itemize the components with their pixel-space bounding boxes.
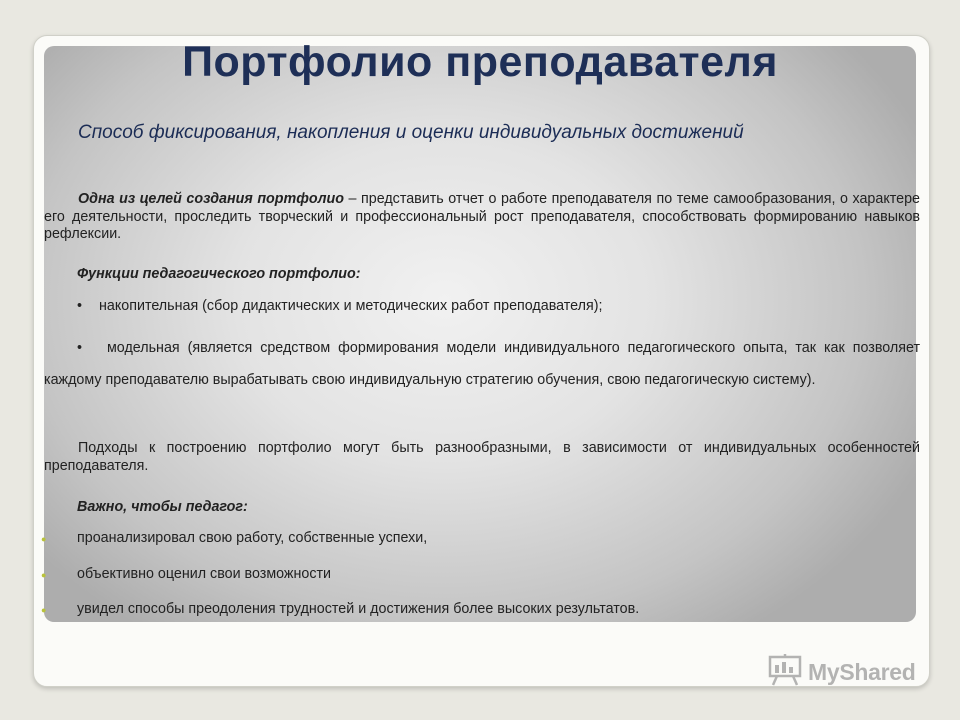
function-item-text: модельная (является средством формирования модели индивидуального педагогического опыта, так как позволяет каждому преподавателю вырабатывать свою индивидуальную стратегию обучения, свою педагогическую систему). (44, 340, 920, 388)
bullet-marker: • (77, 298, 83, 314)
important-heading: Важно, чтобы педагог: (77, 499, 248, 515)
important-item-text: проанализировал свою работу, собственные успехи, (77, 530, 428, 546)
function-item-text: накопительная (сбор дидактических и методических работ преподавателя); (99, 298, 603, 314)
important-item-text: объективно оценил свои возможности (77, 566, 332, 582)
function-item-model (44, 333, 920, 396)
item-marker: ● (41, 534, 47, 544)
watermark (768, 654, 916, 690)
intro-bold: Одна из целей создания портфолио (78, 191, 344, 207)
intro-paragraph (44, 191, 920, 244)
bullet-marker: • (77, 340, 83, 356)
important-item-text: увидел способы преодоления трудностей и достижения более высоких результатов. (77, 601, 640, 617)
slide-subtitle: Способ фиксирования, накопления и оценки индивидуальных достижений (78, 122, 744, 143)
intro-text: – представить отчет о работе преподавателя по теме самообразования, о характере его деятельности, проследить творческий и профессиональный рост преподавателя, способствовать формированию навыков рефлексии. (44, 191, 920, 243)
item-marker: ● (41, 605, 47, 615)
item-marker: ● (41, 570, 47, 580)
watermark-text: MyShared (808, 658, 916, 685)
functions-heading: Функции педагогического портфолио: (77, 266, 361, 282)
function-item-accumulative (77, 298, 917, 314)
slide-title: Портфолио преподавателя (182, 38, 778, 86)
approaches-paragraph: Подходы к построению портфолио могут быть разнообразными, в зависимости от индивидуальных особенностей преподавателя. (44, 440, 920, 474)
presentation-icon (768, 654, 802, 691)
